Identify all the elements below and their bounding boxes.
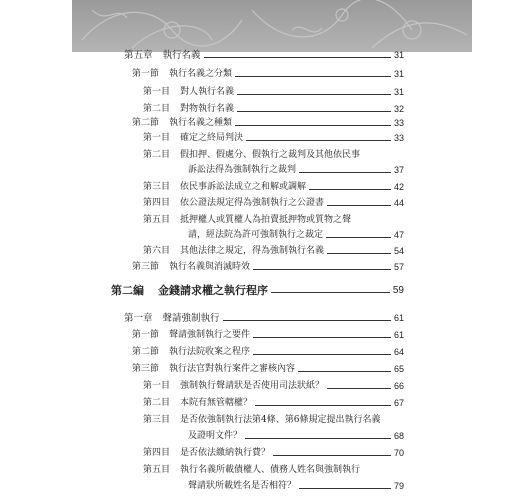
toc-title-continued: 訴訟法得為強制執行之裁判 [188,165,297,175]
toc-label: 第一目 [143,381,171,391]
toc-leader [237,111,391,112]
toc-page: 64 [393,347,404,357]
toc-label: 第二節 [132,347,160,357]
toc-leader [223,320,391,321]
toc-title: 強制執行聲請狀是否使用司法狀紙？ [180,381,325,391]
toc-title: 假扣押、假處分、假執行之裁判及其他依民事 [180,150,361,160]
toc-entry-item[interactable] [143,381,404,392]
toc-entry-section[interactable] [132,69,404,80]
toc-label: 第三目 [143,415,171,425]
toc-label: 第一節 [132,330,160,340]
toc-entry-section[interactable] [132,330,404,341]
toc-title: 聲請強制執行 [162,313,220,324]
toc-title: 執行法院收案之程序 [169,347,251,357]
toc-page: 31 [393,50,404,60]
toc-title: 執行法官對執行案件之審核內容 [169,364,296,374]
toc-page: 57 [393,262,404,272]
toc-label: 第一章 [124,313,153,324]
toc-leader [246,140,391,141]
toc-page: 33 [393,133,404,143]
toc-leader [235,125,391,126]
toc-entry-item[interactable] [143,198,404,209]
toc-label: 第四目 [143,198,171,208]
toc-page: 66 [393,381,404,391]
toc-title: 本院有無管轄權？ [180,398,253,408]
toc-entry-item[interactable] [143,150,404,161]
toc-title: 執行名義 [162,50,201,61]
toc-label: 第一節 [132,69,160,79]
toc-title: 聲請強制執行之要件 [169,330,251,340]
toc-entry-item[interactable] [143,246,404,257]
toc-entry-item[interactable] [143,87,404,98]
toc-leader [299,172,391,173]
toc-page: 65 [393,364,404,374]
toc-leader [327,253,391,254]
toc-label: 第五章 [124,50,153,61]
toc-leader [237,94,391,95]
toc-leader [253,269,391,270]
toc-entry-continuation[interactable] [188,481,404,492]
toc-page: 44 [393,198,404,208]
toc-entry-section[interactable] [132,364,404,375]
toc-entry-chapter[interactable] [124,50,404,61]
toc-label: 第三節 [132,364,160,374]
toc-label: 第二目 [143,150,171,160]
toc-leader [327,205,391,206]
toc-page: 54 [393,246,404,256]
toc-page: 61 [393,330,404,340]
toc-entry-item[interactable] [143,465,404,476]
toc-entry-item[interactable] [143,448,404,459]
toc-entry-item[interactable] [143,398,404,409]
toc-page: 42 [393,182,404,192]
toc-leader [253,337,391,338]
toc-title: 是否依法繳納執行費？ [180,448,271,458]
toc-leader [298,371,391,372]
toc-label: 第一目 [143,87,171,97]
toc-page: 59 [392,285,404,296]
toc-entry-chapter[interactable] [124,313,404,324]
toc-leader [235,76,391,77]
toc-entry-part[interactable] [111,285,404,296]
toc-page: 79 [393,481,404,491]
toc-page: 68 [393,431,404,441]
toc-label: 第五目 [143,215,171,225]
toc-label: 第二編 [111,284,144,297]
toc-entry-item[interactable] [143,215,404,226]
toc-entry-item[interactable] [143,133,404,144]
toc-label: 第六目 [143,246,171,256]
toc-title: 對人執行名義 [180,87,235,97]
toc-label: 第一目 [143,133,171,143]
toc-title: 對物執行名義 [180,104,235,114]
toc-page: 33 [393,118,404,128]
toc-label: 第二節 [132,118,160,128]
toc-page: 37 [393,165,404,175]
toc-leader [299,488,391,489]
toc-label: 第三節 [132,262,160,272]
toc-entry-section[interactable] [132,118,404,129]
toc-page: 32 [393,104,404,114]
toc-label: 第五目 [143,465,171,475]
toc-title-continued: 及證明文件？ [188,431,243,441]
toc-title: 金錢請求權之執行程序 [158,284,268,297]
toc-title: 抵押權人或質權人為拍賣抵押物或質物之聲 [180,215,352,225]
toc-entry-continuation[interactable] [188,165,404,176]
toc-leader [273,455,391,456]
toc-entry-continuation[interactable] [188,230,404,241]
toc-page: 31 [393,87,404,97]
toc-title: 執行名義與消滅時效 [169,262,251,272]
toc-page: 31 [393,69,404,79]
toc-page: 61 [393,313,404,323]
toc-entry-item[interactable] [143,182,404,193]
toc-leader [271,292,390,293]
toc-leader [204,57,391,58]
toc-leader [245,438,391,439]
toc-title-continued: 聲請狀所載姓名是否相符？ [188,481,297,491]
toc-label: 第三目 [143,182,171,192]
toc-page: 70 [393,448,404,458]
toc-entry-item[interactable] [143,104,404,115]
toc-title: 執行名義之分類 [169,69,233,79]
toc-entry-continuation[interactable] [188,431,404,442]
toc-title: 依民事訴訟法成立之和解或調解 [180,182,307,192]
toc-leader [309,189,391,190]
toc-leader [326,237,391,238]
toc-title: 其他法律之規定，得為強制執行名義 [180,246,325,256]
toc-entry-item[interactable] [143,415,404,426]
toc-title-continued: 請，經法院為許可強制執行之裁定 [188,230,324,240]
toc-leader [255,405,391,406]
toc-label: 第二目 [143,398,171,408]
toc-title: 執行名義之種類 [169,118,233,128]
toc-label: 第二目 [143,104,171,114]
toc-label: 第四目 [143,448,171,458]
toc-page: 67 [393,398,404,408]
toc-entry-section[interactable] [132,262,404,273]
toc-leader [253,354,391,355]
toc-title: 依公證法規定得為強制執行之公證書 [180,198,325,208]
toc-leader [327,388,391,389]
toc-title: 確定之終局判決 [180,133,244,143]
toc-title: 是否依強制執行法第4條、第6條規定提出執行名義 [180,415,381,425]
toc-entry-section[interactable] [132,347,404,358]
toc-page: 47 [393,230,404,240]
toc-title: 執行名義所載債權人、債務人姓名與強制執行 [180,465,361,475]
